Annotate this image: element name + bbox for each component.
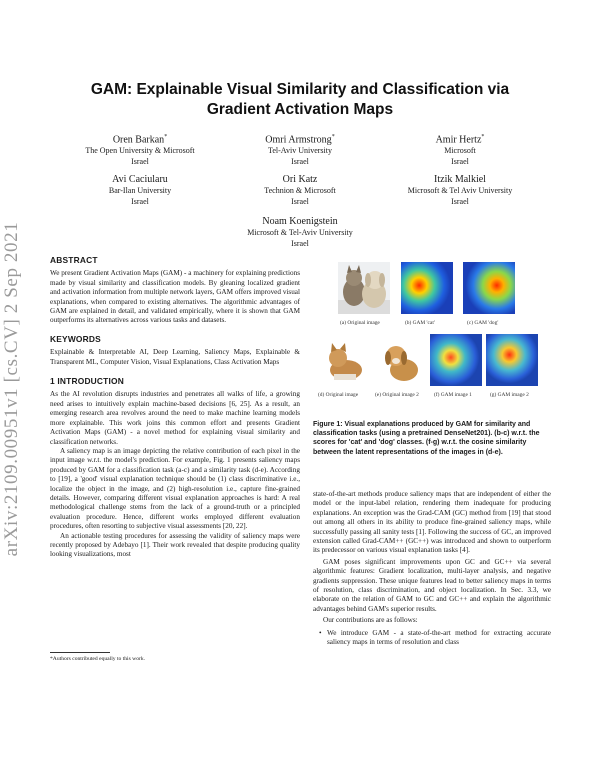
original-image-cat-dog	[338, 262, 390, 314]
author-block: Oren Barkan* The Open University & Microsoft Israel	[85, 134, 195, 166]
abstract-text: We present Gradient Activation Maps (GAM) - a machinery for explaining predictions made by visual similarity and classification models. By gleaning localized gradient and activation information from multiple network layers, GAM offers improved visual explanations, when compared to existing alternatives. The algorithmic advantages of GAM are explained in detail, and validated empirically, where it is shown that GAM outperforms its alternatives across various tasks and datasets.	[50, 269, 300, 325]
intro-paragraph-2: A saliency map is an image depicting the relative contribution of each pixel in the input image w.r.t. the model's prediction. For example, Fig. 1 presents saliency maps produced by GAM for a classification task (a-c) and a similarity task (d-e). According to [19], a 'good' visual explanation technique should be (1) class discriminative i.e., localize the object in the image, and (2) high-resolution i.e., capture fine-grained details. However, comparing different visual explanation approaches is hard: A real methodological challenge stems from the lack of a ground-truth or a principled evaluation procedure. Hence, different works employed different evaluation procedures, often resorting to subjective visual assessments [20, 22].	[50, 446, 300, 531]
keywords-heading: KEYWORDS	[50, 333, 101, 344]
author-country: Israel	[131, 156, 149, 166]
abstract-heading: ABSTRACT	[50, 255, 98, 265]
author-affiliation: Bar-Ilan University	[108, 186, 172, 195]
figure-caption: Figure 1: Visual explanations produced by GAM for similarity and classification tasks (using a pretrained DenseNet201). (b-c) w.r.t. the scores for 'cat' and 'dog' classes. (f-g) w.r.t. the cosine similarity between the latent representations of the images in (d-e).	[313, 421, 540, 456]
original-image-cat	[318, 334, 370, 386]
gam-dog-heatmap	[463, 262, 515, 314]
author-affiliation: Microsoft & Tel-Aviv University	[247, 228, 353, 237]
gam-image-2-heatmap	[486, 334, 538, 386]
author-block	[210, 174, 390, 207]
subfigure-label: (c) GAM 'dog'	[467, 320, 499, 326]
author-country: Israel	[451, 196, 469, 206]
author-block	[50, 174, 230, 207]
author-name: Itzik Malkiel	[434, 174, 486, 185]
author-affiliation: The Open University & Microsoft	[85, 146, 195, 156]
subfigure-label: (f) GAM image 1	[434, 392, 472, 398]
author-name: Amir Hertz	[435, 134, 482, 146]
original-image-dog	[374, 334, 426, 386]
author-block: Amir Hertz* Microsoft Israel	[435, 134, 485, 166]
right-paragraph-2: GAM poses significant improvements upon GC and GC++ via several algorithmic features: Gradient localization, multi-layer analysis, and negative gradients suppression. These unique features lead to better saliency maps in terms of resolution, class discrimination, and object localization. In Sec. 3.3, we elaborate on the relation of GAM to GC and GC++ and explain the algorithmic advantages behind GAM's superior results.	[313, 557, 551, 613]
right-paragraph-1: state-of-the-art methods produce saliency maps that are independent of either the model or the input-label relation, rendering them inadequate for producing explanations. An exception was the Grad-CAM (GC) method from [19] that stood out among all others in its ability to produce fine-grained saliency maps, while successfully passing all sanity tests [1]. Following the success of GC, an improved extension called Grad-CAM++ (GC++) was introduced and shown to outperform its predecessor on various visual explanation tasks [4].	[313, 490, 551, 555]
author-country: Israel	[131, 196, 149, 206]
footnote: *Authors contributed equally to this work.	[50, 656, 146, 662]
arxiv-identifier: arXiv:2109.00951v1 [cs.CV] 2 Sep 2021	[1, 221, 22, 557]
subfigure-label: (a) Original image	[340, 320, 380, 326]
author-country: Israel	[291, 238, 309, 248]
author-name: Oren Barkan	[112, 134, 165, 146]
intro-paragraph-3: An actionable testing procedures for assessing the validity of saliency maps were recently proposed by Adebayo [1]. Their work revealed that despite producing quality looking visualizations, most	[50, 531, 300, 559]
gam-image-1-heatmap	[430, 334, 482, 386]
author-affiliation: Microsoft & Tel Aviv University	[407, 186, 513, 195]
author-country: Israel	[291, 156, 309, 166]
intro-paragraph-1: As the AI revolution disrupts industries and penetrates all walks of life, a growing need arises to intuitively explain machine-based decisions [6, 25]. As a result, an emerging research area revolves around the need to make machine learning models more explainable. This work joins this common effort and presents Gradient Activation Maps (GAM) - a novel method for explaining visual similarity and classification networks.	[50, 390, 300, 446]
author-affiliation: Tel-Aviv University	[268, 146, 332, 156]
subfigure-label: (e) Original image 2	[375, 392, 419, 398]
author-block	[370, 174, 550, 207]
contribution-bullet: • We introduce GAM - a state-of-the-art method for extracting accurate saliency maps in terms of resolution and class	[313, 629, 551, 648]
author-name: Ori Katz	[282, 174, 318, 185]
subfigure-label: (d) Original image	[318, 392, 359, 398]
left-column	[50, 256, 300, 560]
author-country: Israel	[451, 156, 469, 166]
author-block	[210, 216, 390, 249]
author-name: Avi Caciularu	[112, 174, 168, 185]
author-country: Israel	[291, 196, 309, 206]
author-block: Omri Armstrong* Tel-Aviv University Israel	[265, 134, 335, 166]
subfigure-label: (g) GAM image 2	[490, 392, 529, 398]
keywords-text: Explainable & Interpretable AI, Deep Learning, Saliency Maps, Explainable & Transparent ML, Computer Vision, Visual Explanations, Class Activation Maps	[50, 348, 300, 366]
author-name: Noam Koenigstein	[262, 216, 338, 227]
footnote-rule	[50, 652, 110, 653]
right-column	[313, 490, 551, 648]
subfigure-label: (b) GAM 'cat'	[405, 320, 435, 326]
author-name: Omri Armstrong	[265, 134, 332, 146]
contributions-intro: Our contributions are as follows:	[323, 616, 418, 625]
introduction-heading: 1 INTRODUCTION	[50, 376, 124, 387]
author-affiliation: Microsoft	[444, 146, 476, 156]
author-affiliation: Technion & Microsoft	[264, 186, 336, 195]
paper-title: GAM: Explainable Visual Similarity and Classification via Gradient Activation Maps	[90, 81, 510, 118]
gam-cat-heatmap	[401, 262, 453, 314]
